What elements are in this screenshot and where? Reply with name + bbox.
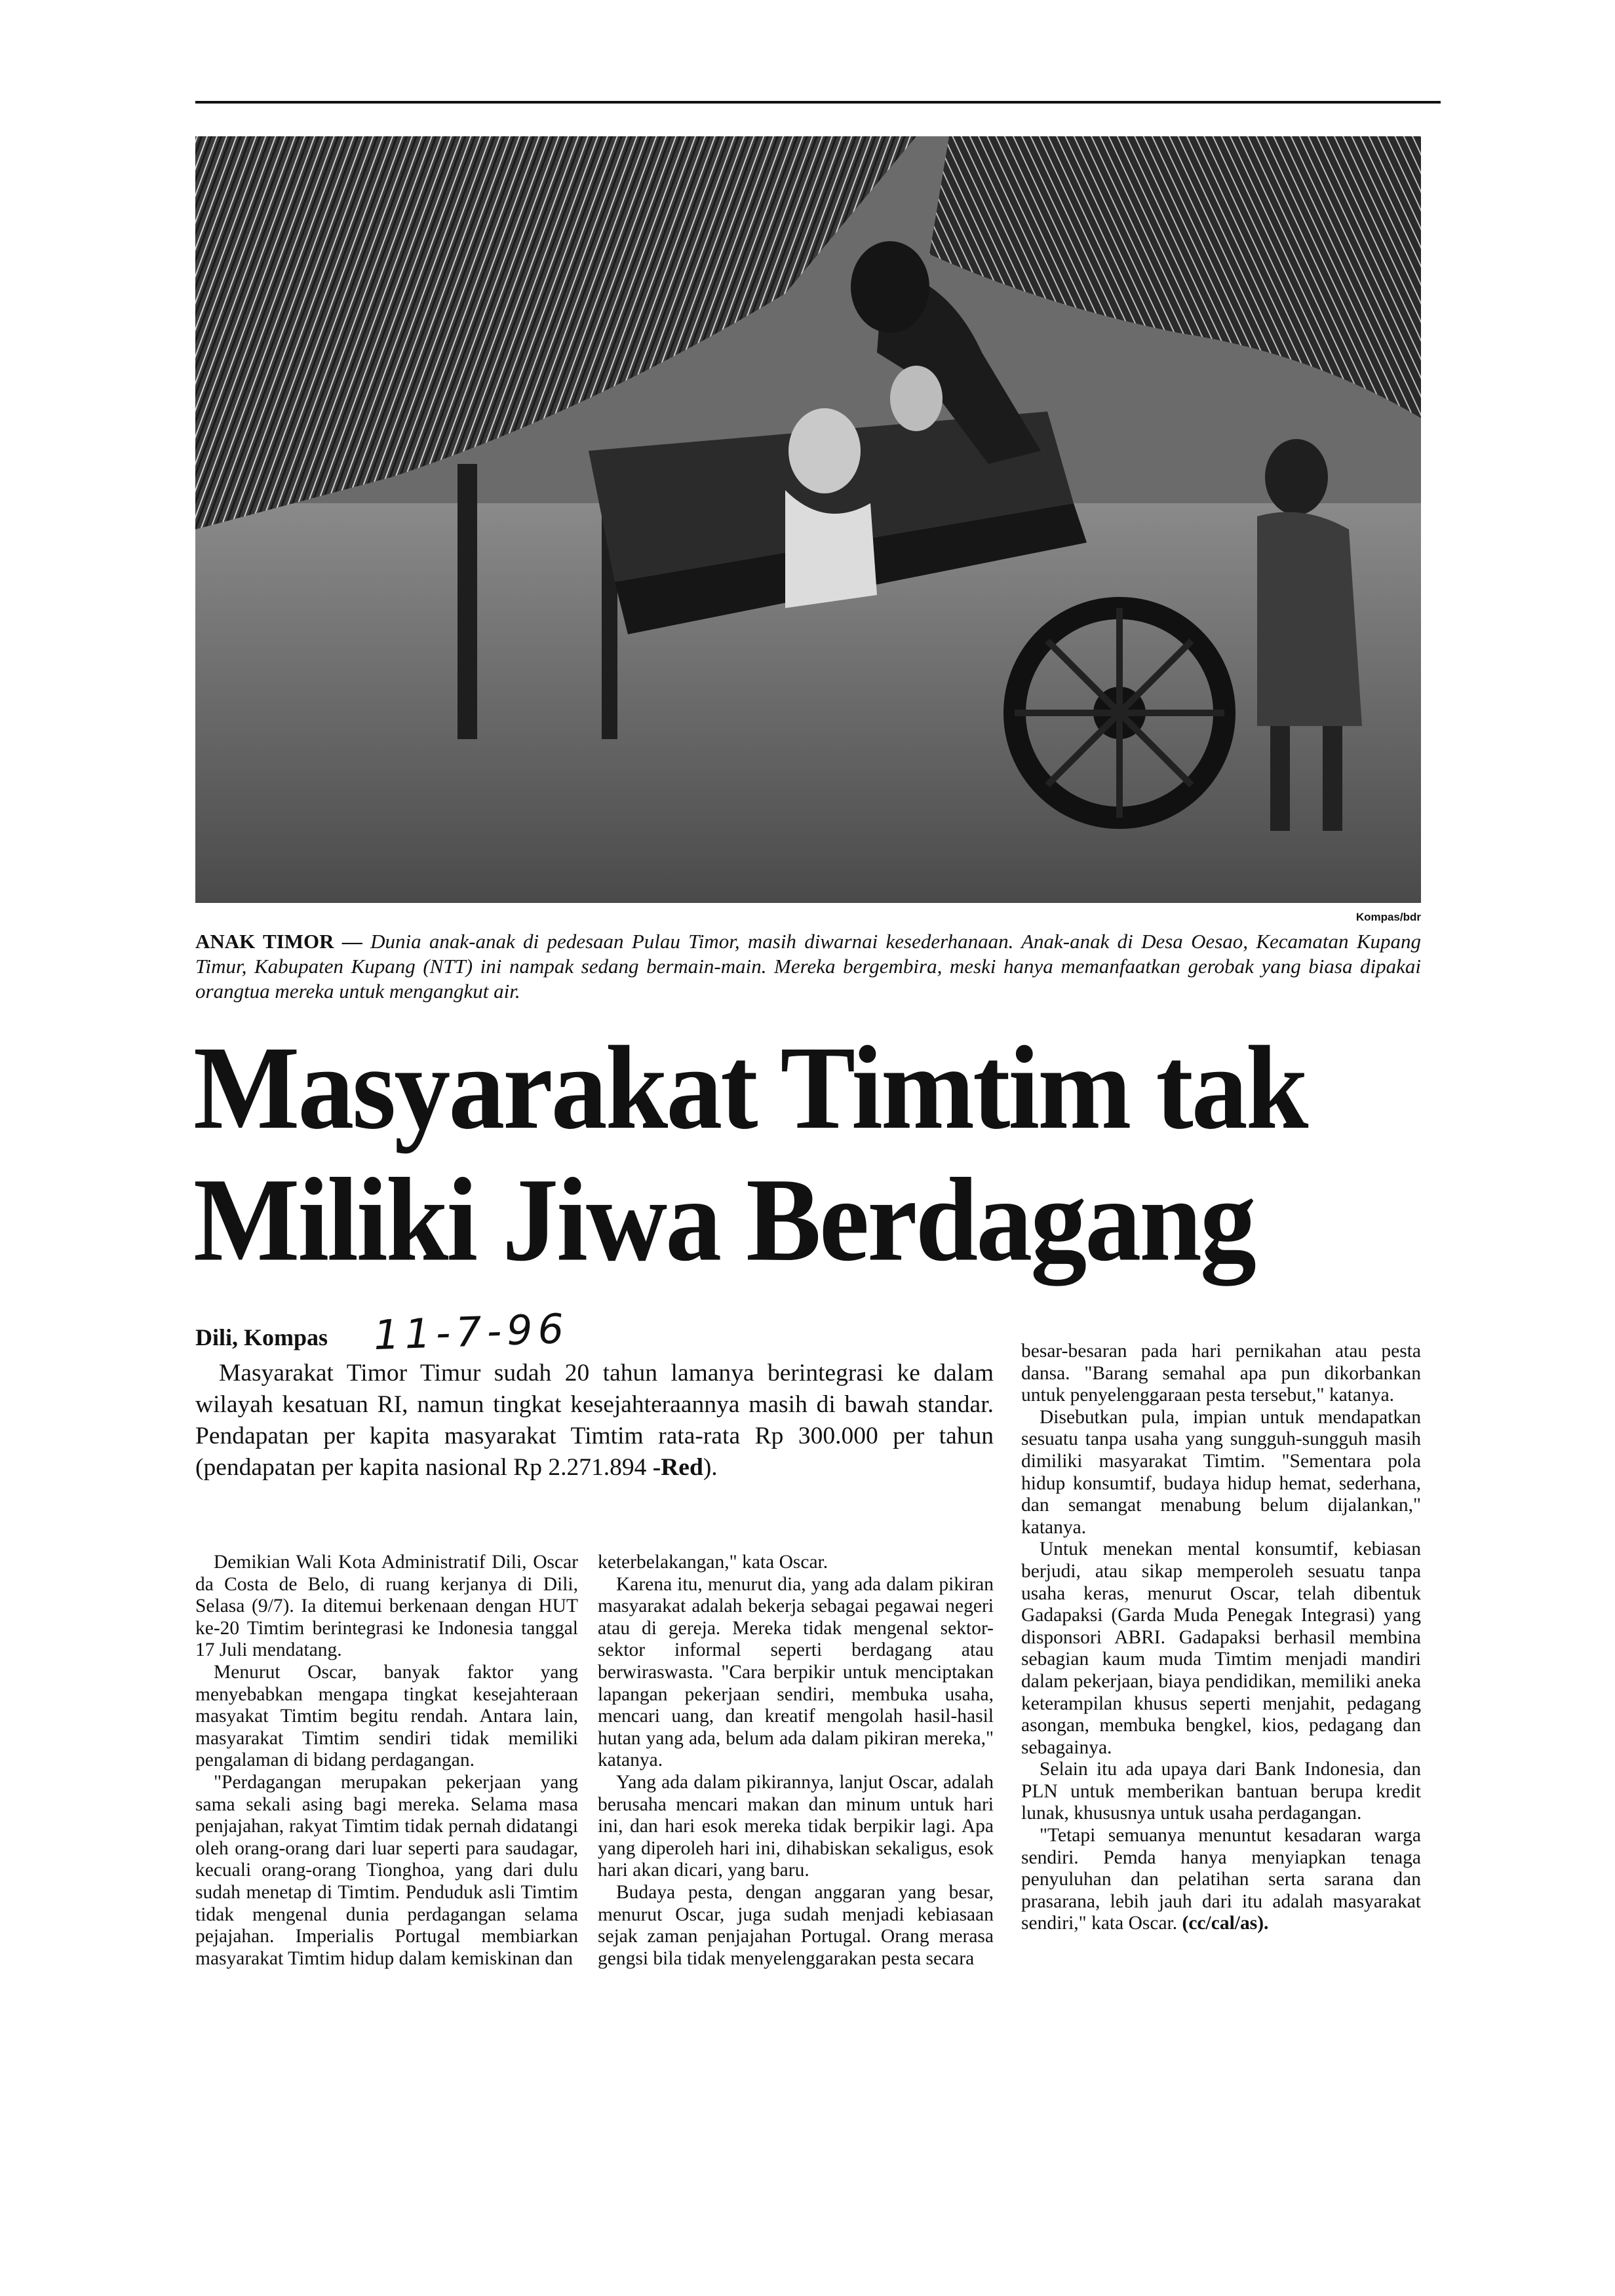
paragraph: Selain itu ada upaya dari Bank Indonesia, dan PLN untuk memberikan bantuan berupa kredit lunak, khususnya untuk usaha perdagangan. xyxy=(1021,1759,1421,1824)
article-column-2 xyxy=(598,1552,994,1970)
lede-bold-end: -Red xyxy=(652,1454,703,1481)
closing-text: "Tetapi semuanya menuntut kesadaran warga sendiri. Pemda hanya menyiapkan tenaga penyuluhan dan pelatihan serta sarana dan prasarana, lebih jauh dari itu adalah masyarakat sendiri," kata Oscar. xyxy=(1021,1825,1421,1934)
paragraph: Demikian Wali Kota Administratif Dili, Oscar da Costa de Belo, di ruang kerjanya di Dili, Selasa (9/7). Ia ditemui berkenaan dengan HUT ke-20 Timtim berintegrasi ke Indonesia tanggal 17 Juli mendatang. xyxy=(195,1552,578,1661)
handwritten-date: 11-7-96 xyxy=(372,1304,570,1360)
article-column-3 xyxy=(1021,1341,1421,1935)
lede-paragraph xyxy=(195,1358,994,1483)
news-photo xyxy=(195,136,1421,903)
headline xyxy=(193,1022,1439,1286)
photo-credit: Kompas/bdr xyxy=(1355,911,1421,923)
photo-caption xyxy=(195,929,1421,1004)
paragraph: "Perdagangan merupakan pekerjaan yang sama sekali asing bagi mereka. Selama masa penjajahan, rakyat Timtim tidak pernah didatangi oleh orang-orang dari luar seperti para saudagar, kecuali orang-orang Tionghoa, yang dari dulu sudah menetap di Timtim. Penduduk asli Timtim tidak mengenal dunia perdagangan selama pejajahan. Imperialis Portugal membiarkan masyarakat Timtim hidup dalam kemiskinan dan xyxy=(195,1771,578,1969)
paragraph: keterbelakangan," kata Oscar. xyxy=(598,1552,828,1573)
paragraph: Menurut Oscar, banyak faktor yang menyebabkan mengapa tingkat kesejahteraan masyakat Timtim begitu rendah. Antara lain, masyarakat Timtim sendiri tidak memiliki pengalaman di bidang perdagangan. xyxy=(195,1661,578,1771)
paragraph: Budaya pesta, dengan anggaran yang besar, menurut Oscar, juga sudah menjadi kebiasaan sejak zaman penjajahan Portugal. Orang merasa gengsi bila tidak menyelenggarakan pesta secara xyxy=(598,1881,994,1969)
top-rule xyxy=(195,101,1441,104)
caption-lead: ANAK TIMOR — xyxy=(195,930,362,953)
paragraph: Untuk menekan mental konsumtif, kebiasan berjudi, atau sikap memperoleh sesuatu tanpa usaha keras, menurut Oscar, telah dibentuk Gadapaksi (Garda Muda Penegak Integrasi) yang disponsori ABRI. Gadapaksi berhasil membina sebagian kaum muda Timtim menjadi mandiri dalam pekerjaan, biaya pendidikan, memiliki aneka keterampilan khusus seperti menjahit, pedagang asongan, membuka bengkel, kios, pedagang dan sebagainya. xyxy=(1021,1539,1421,1758)
lede-tail: ). xyxy=(703,1454,718,1481)
sign-off: (cc/cal/as). xyxy=(1182,1913,1269,1934)
headline-line-1: Masyarakat Timtim tak xyxy=(193,1022,1307,1155)
paragraph xyxy=(1021,1825,1421,1935)
photo-illustration xyxy=(195,136,1421,903)
dateline: Dili, Kompas xyxy=(195,1324,328,1350)
paragraph: Yang ada dalam pikirannya, lanjut Oscar, adalah berusaha mencari makan dan minum untuk hari ini, dan hari esok mereka tidak berpikir lagi. Apa yang diperoleh hari ini, dihabiskan sekaligus, esok hari akan dicari, yang baru. xyxy=(598,1771,994,1881)
article-column-1 xyxy=(195,1552,578,1970)
paragraph: Karena itu, menurut dia, yang ada dalam pikiran masyarakat adalah bekerja sebagai pegawai negeri atau di gereja. Mereka tidak mengenal sektor-sektor informal seperti berdagang atau berwiraswasta. "Cara berpikir untuk menciptakan lapangan pekerjaan sendiri, membuka usaha, mencari uang, dan kreatif mengolah hasil-hasil hutan yang ada, belum ada dalam pikiran mereka," katanya. xyxy=(598,1573,994,1771)
lede-text: Masyarakat Timor Timur sudah 20 tahun lamanya berintegrasi ke dalam wilayah kesatuan RI, namun tingkat kesejahteraannya masih di bawah standar. Pendapatan per kapita masyarakat Timtim rata-rata Rp 300.000 per tahun (pendapatan per kapita nasional Rp 2.271.894 xyxy=(195,1360,994,1481)
paragraph: Disebutkan pula, impian untuk mendapatkan sesuatu tanpa usaha yang sungguh-sungguh masih dimiliki masyarakat Timtim. "Sementara pola hidup konsumtif, budaya hidup hemat, sederhana, dan semangat menabung belum dijalankan," katanya. xyxy=(1021,1406,1421,1538)
paragraph: besar-besaran pada hari pernikahan atau pesta dansa. "Barang semahal apa pun dikorbankan untuk penyelenggaraan pesta tersebut," katanya. xyxy=(1021,1341,1421,1406)
headline-line-2: Miliki Jiwa Berdagang xyxy=(193,1154,1255,1286)
caption-text: Dunia anak-anak di pedesaan Pulau Timor, masih diwarnai kesederhanaan. Anak-anak di Desa Oesao, Kecamatan Kupang Timur, Kabupaten Kupang (NTT) ini nampak sedang bermain-main. Mereka bergembira, meski hanya memanfaatkan gerobak yang biasa dipakai orangtua mereka untuk mengangkut air. xyxy=(195,930,1421,1003)
